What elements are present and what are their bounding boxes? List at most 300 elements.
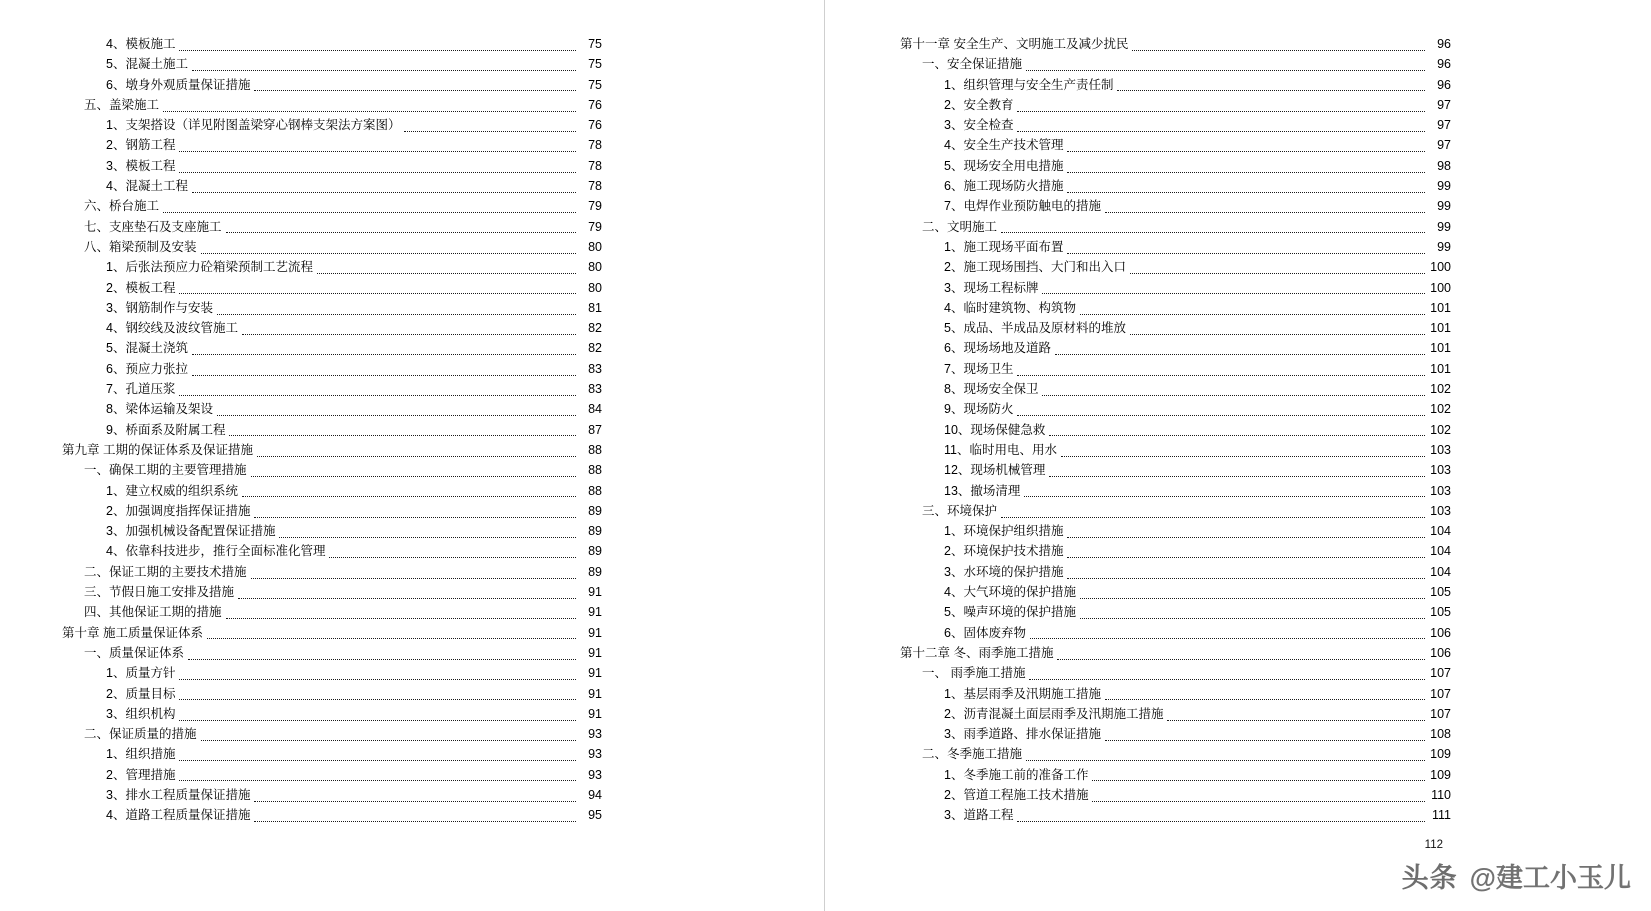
- toc-entry-page-number: 100: [1430, 260, 1451, 275]
- toc-leader-dots: [242, 495, 576, 497]
- toc-leader-dots: [254, 820, 576, 822]
- toc-entry-page-number: 97: [1437, 118, 1451, 133]
- toc-entry-page-number: 88: [588, 483, 602, 498]
- toc-entry-page-number: 80: [588, 239, 602, 254]
- toc-entry-label: 1、后张法预应力砼箱梁预制工艺流程: [106, 260, 313, 275]
- toc-entry-label: 1、建立权威的组织系统: [106, 483, 238, 498]
- toc-entry[interactable]: [900, 724, 1451, 744]
- toc-entry-label: 4、依靠科技进步，推行全面标准化管理: [106, 544, 326, 559]
- toc-entry-page-number: 98: [1437, 158, 1451, 173]
- toc-entry-label: 8、现场安全保卫: [944, 382, 1039, 397]
- toc-entry-label: 二、保证工期的主要技术措施: [84, 564, 247, 579]
- toc-entry-page-number: 76: [588, 118, 602, 133]
- toc-entry[interactable]: [62, 176, 602, 196]
- toc-entry-label: 3、安全检查: [944, 118, 1014, 133]
- toc-entry-page-number: 110: [1431, 787, 1451, 802]
- toc-entry-page-number: 101: [1430, 341, 1451, 356]
- toc-leader-dots: [226, 231, 576, 233]
- toc-leader-dots: [192, 191, 576, 193]
- toc-entry[interactable]: [62, 420, 602, 440]
- toc-entry-page-number: 102: [1430, 382, 1451, 397]
- toc-entry[interactable]: [900, 582, 1451, 602]
- toc-entry-page-number: 109: [1430, 747, 1451, 762]
- toc-entry-label: 4、临时建筑物、构筑物: [944, 300, 1076, 315]
- toc-leader-dots: [1105, 739, 1425, 741]
- toc-leader-dots: [254, 516, 576, 518]
- toc-entry[interactable]: [62, 623, 602, 643]
- toc-entry[interactable]: [900, 318, 1451, 338]
- toc-entry-label: 2、加强调度指挥保证措施: [106, 503, 251, 518]
- toc-leader-dots: [1067, 150, 1425, 152]
- toc-entry[interactable]: [900, 460, 1451, 480]
- toc-entry-label: 八、箱梁预制及安装: [84, 239, 197, 254]
- toc-entry-label: 4、钢绞线及波纹管施工: [106, 321, 238, 336]
- toc-entry-label: 1、施工现场平面布置: [944, 239, 1064, 254]
- toc-entry-page-number: 103: [1430, 463, 1451, 478]
- toc-leader-dots: [179, 779, 576, 781]
- toc-entry[interactable]: [62, 257, 602, 277]
- toc-entry[interactable]: [900, 602, 1451, 622]
- toc-entry[interactable]: [900, 541, 1451, 561]
- toc-entry-page-number: 83: [588, 382, 602, 397]
- toc-entry[interactable]: [900, 75, 1451, 95]
- toc-entry-label: 1、环境保护组织措施: [944, 524, 1064, 539]
- toc-entry[interactable]: [900, 663, 1451, 683]
- toc-entry[interactable]: [62, 338, 602, 358]
- toc-leader-dots: [1061, 455, 1425, 457]
- toc-entry-label: 7、电焊作业预防触电的措施: [944, 199, 1101, 214]
- toc-entry[interactable]: [62, 684, 602, 704]
- toc-entry[interactable]: [62, 196, 602, 216]
- toc-entry-label: 3、组织机构: [106, 706, 176, 721]
- toc-leader-dots: [192, 69, 576, 71]
- toc-entry[interactable]: [900, 684, 1451, 704]
- toc-entry-label: 9、现场防火: [944, 402, 1014, 417]
- toc-leader-dots: [1042, 292, 1425, 294]
- toc-entry-label: 2、管理措施: [106, 767, 176, 782]
- toc-leader-dots: [251, 475, 576, 477]
- toc-entry-page-number: 76: [588, 97, 602, 112]
- toc-leader-dots: [1067, 252, 1425, 254]
- toc-entry[interactable]: [62, 440, 602, 460]
- toc-entry-page-number: 104: [1430, 544, 1451, 559]
- toc-entry[interactable]: [62, 115, 602, 135]
- toc-leader-dots: [254, 89, 576, 91]
- toc-entry[interactable]: [900, 115, 1451, 135]
- toc-entry-label: 3、模板工程: [106, 158, 176, 173]
- toc-entry-page-number: 99: [1437, 219, 1451, 234]
- toc-entry-page-number: 111: [1431, 808, 1451, 823]
- toc-leader-dots: [329, 556, 576, 558]
- toc-entry-page-number: 79: [588, 219, 602, 234]
- toc-entry-label: 1、冬季施工前的准备工作: [944, 767, 1089, 782]
- watermark: [1402, 856, 1631, 895]
- toc-leader-dots: [1049, 434, 1425, 436]
- toc-entry-page-number: 101: [1430, 361, 1451, 376]
- toc-entry-page-number: 91: [588, 625, 602, 640]
- toc-entry-label: 3、加强机械设备配置保证措施: [106, 524, 276, 539]
- toc-entry-label: 第十一章 安全生产、文明施工及减少扰民: [900, 37, 1129, 51]
- toc-entry-label: 一、确保工期的主要管理措施: [84, 463, 247, 478]
- toc-entry-page-number: 103: [1430, 442, 1451, 457]
- toc-entry-page-number: 100: [1430, 280, 1451, 295]
- toc-entry-label: 1、支架搭设（详见附图盖梁穿心钢棒支架法方案图）: [106, 118, 401, 133]
- toc-leader-dots: [1001, 231, 1425, 233]
- toc-leader-dots: [254, 800, 576, 802]
- toc-entry-page-number: 108: [1430, 727, 1451, 742]
- toc-entry-page-number: 91: [588, 706, 602, 721]
- toc-entry-label: 第九章 工期的保证体系及保证措施: [62, 442, 253, 457]
- toc-entry-page-number: 93: [588, 767, 602, 782]
- toc-entry-label: 2、环境保护技术措施: [944, 544, 1064, 559]
- toc-leader-dots: [163, 110, 576, 112]
- toc-entry[interactable]: [62, 704, 602, 724]
- toc-entry[interactable]: [900, 623, 1451, 643]
- toc-entry-page-number: 91: [588, 585, 602, 600]
- toc-leader-dots: [1030, 637, 1425, 639]
- toc-entry-page-number: 75: [588, 37, 602, 51]
- toc-leader-dots: [1026, 759, 1425, 761]
- toc-entry-page-number: 99: [1437, 199, 1451, 214]
- toc-leader-dots: [1105, 698, 1425, 700]
- toc-entry[interactable]: [62, 785, 602, 805]
- toc-entry-page-number: 102: [1430, 422, 1451, 437]
- toc-entry[interactable]: [62, 501, 602, 521]
- toc-entry[interactable]: [900, 278, 1451, 298]
- toc-entry[interactable]: [900, 420, 1451, 440]
- toc-entry-label: 5、噪声环境的保护措施: [944, 605, 1076, 620]
- toc-leader-dots: [1057, 658, 1425, 660]
- toc-entry-page-number: 82: [588, 341, 602, 356]
- toc-entry[interactable]: [62, 744, 602, 764]
- toc-entry-label: 3、道路工程: [944, 808, 1014, 823]
- toc-leader-dots: [1017, 414, 1425, 416]
- toc-leader-dots: [1055, 353, 1425, 355]
- toc-leader-dots: [1017, 374, 1425, 376]
- toc-column-right: [824, 0, 1651, 911]
- toc-entry-page-number: 91: [588, 645, 602, 660]
- toc-entry-page-number: 79: [588, 199, 602, 214]
- toc-entry-page-number: 101: [1430, 300, 1451, 315]
- toc-entry-label: 5、混凝土施工: [106, 57, 188, 72]
- toc-entry[interactable]: [900, 217, 1451, 237]
- toc-entry-page-number: 97: [1437, 138, 1451, 153]
- toc-entry-page-number: 93: [588, 747, 602, 762]
- toc-entry[interactable]: [900, 643, 1451, 663]
- toc-leader-dots: [1026, 69, 1425, 71]
- toc-entry[interactable]: [900, 744, 1451, 764]
- toc-entry[interactable]: [62, 318, 602, 338]
- toc-entry-page-number: 91: [588, 605, 602, 620]
- toc-entry[interactable]: [900, 359, 1451, 379]
- toc-entry-page-number: 78: [588, 158, 602, 173]
- toc-entry-label: 5、现场安全用电措施: [944, 158, 1064, 173]
- toc-entry-page-number: 82: [588, 321, 602, 336]
- toc-entry[interactable]: [62, 562, 602, 582]
- toc-entry-page-number: 80: [588, 280, 602, 295]
- toc-entry[interactable]: [900, 805, 1451, 825]
- toc-entry[interactable]: [900, 34, 1451, 54]
- toc-entry-label: 3、雨季道路、排水保证措施: [944, 727, 1101, 742]
- toc-entry-label: 6、现场场地及道路: [944, 341, 1051, 356]
- toc-leader-dots: [1067, 536, 1425, 538]
- toc-entry-page-number: 104: [1430, 524, 1451, 539]
- toc-leader-dots: [179, 759, 576, 761]
- toc-entry[interactable]: [62, 75, 602, 95]
- toc-leader-dots: [1024, 495, 1425, 497]
- toc-entry[interactable]: [900, 379, 1451, 399]
- toc-entry[interactable]: [900, 399, 1451, 419]
- toc-entry[interactable]: [62, 460, 602, 480]
- toc-leader-dots: [1001, 516, 1425, 518]
- toc-entry[interactable]: [900, 501, 1451, 521]
- toc-leader-dots: [192, 374, 576, 376]
- toc-leader-dots: [217, 313, 576, 315]
- toc-entry-label: 2、沥青混凝土面层雨季及汛期施工措施: [944, 706, 1164, 721]
- toc-entry-page-number: 96: [1437, 77, 1451, 92]
- toc-entry-page-number: 78: [588, 179, 602, 194]
- toc-leader-dots: [179, 698, 576, 700]
- toc-entry-label: 7、现场卫生: [944, 361, 1014, 376]
- toc-entry-page-number: 102: [1430, 402, 1451, 417]
- toc-entry-label: 9、桥面系及附属工程: [106, 422, 226, 437]
- toc-entry-page-number: 81: [588, 300, 602, 315]
- toc-entry-page-number: 103: [1430, 503, 1451, 518]
- toc-entry[interactable]: [62, 541, 602, 561]
- toc-entry-page-number: 99: [1437, 239, 1451, 254]
- toc-entry-label: 三、节假日施工安排及措施: [84, 585, 235, 600]
- toc-entry[interactable]: [62, 379, 602, 399]
- toc-leader-dots: [217, 414, 576, 416]
- toc-entry-page-number: 103: [1430, 483, 1451, 498]
- toc-entry-label: 4、混凝土工程: [106, 179, 188, 194]
- toc-entry-label: 12、现场机械管理: [944, 463, 1046, 478]
- toc-leader-dots: [201, 739, 576, 741]
- toc-leader-dots: [404, 130, 576, 132]
- toc-entry-page-number: 105: [1430, 585, 1451, 600]
- toc-entry[interactable]: [62, 724, 602, 744]
- toc-entry[interactable]: [62, 582, 602, 602]
- toc-entry-page-number: 95: [588, 808, 602, 823]
- toc-entry-label: 7、孔道压浆: [106, 382, 176, 397]
- toc-entry-page-number: 104: [1430, 564, 1451, 579]
- toc-column-left: [0, 0, 824, 911]
- toc-entry-label: 2、模板工程: [106, 280, 176, 295]
- toc-entry-label: 第十章 施工质量保证体系: [62, 625, 203, 640]
- toc-entry-page-number: 96: [1437, 57, 1451, 72]
- toc-entry-label: 3、钢筋制作与安装: [106, 300, 213, 315]
- toc-entry-label: 2、管道工程施工技术措施: [944, 787, 1089, 802]
- toc-entry-label: 一、 雨季施工措施: [922, 666, 1026, 681]
- toc-entry-page-number: 80: [588, 260, 602, 275]
- toc-entry-label: 三、环境保护: [922, 503, 998, 518]
- toc-entry[interactable]: [900, 765, 1451, 785]
- toc-leader-dots: [1042, 394, 1425, 396]
- toc-entry-label: 2、施工现场围挡、大门和出入口: [944, 260, 1126, 275]
- toc-leader-dots: [163, 211, 576, 213]
- toc-entry-page-number: 89: [588, 544, 602, 559]
- toc-entry-label: 6、墩身外观质量保证措施: [106, 77, 251, 92]
- toc-entry[interactable]: [62, 765, 602, 785]
- toc-leader-dots: [1105, 211, 1425, 213]
- toc-leader-dots: [1017, 110, 1425, 112]
- toc-entry[interactable]: [62, 643, 602, 663]
- toc-leader-dots: [1130, 333, 1425, 335]
- toc-entry[interactable]: [900, 196, 1451, 216]
- toc-entry[interactable]: [900, 338, 1451, 358]
- toc-entry-page-number: 107: [1430, 706, 1451, 721]
- toc-entry-label: 13、撤场清理: [944, 483, 1021, 498]
- toc-entry-label: 3、水环境的保护措施: [944, 564, 1064, 579]
- toc-leader-dots: [188, 658, 576, 660]
- toc-entry-label: 6、施工现场防火措施: [944, 179, 1064, 194]
- toc-entry-page-number: 84: [588, 402, 602, 417]
- toc-entry[interactable]: [62, 805, 602, 825]
- toc-entry-label: 1、组织管理与安全生产责任制: [944, 77, 1114, 92]
- toc-list-right: [900, 34, 1451, 826]
- toc-leader-dots: [1130, 272, 1425, 274]
- toc-leader-dots: [1092, 779, 1425, 781]
- toc-leader-dots: [179, 394, 576, 396]
- toc-entry-label: 二、文明施工: [922, 219, 998, 234]
- toc-entry[interactable]: [900, 481, 1451, 501]
- toc-entry-label: 五、盖梁施工: [84, 97, 160, 112]
- toc-leader-dots: [179, 49, 576, 51]
- toc-entry-label: 4、安全生产技术管理: [944, 138, 1064, 153]
- toc-entry[interactable]: [62, 521, 602, 541]
- toc-leader-dots: [1067, 171, 1425, 173]
- watermark-logo: 头条: [1401, 863, 1458, 893]
- toc-entry[interactable]: [900, 298, 1451, 318]
- toc-entry-page-number: 107: [1430, 686, 1451, 701]
- toc-entry-label: 四、其他保证工期的措施: [84, 605, 222, 620]
- toc-entry[interactable]: [62, 135, 602, 155]
- toc-entry[interactable]: [900, 521, 1451, 541]
- toc-leader-dots: [207, 637, 576, 639]
- toc-leader-dots: [1080, 617, 1425, 619]
- toc-entry-label: 一、质量保证体系: [84, 645, 185, 660]
- toc-entry-label: 8、梁体运输及架设: [106, 402, 213, 417]
- toc-entry[interactable]: [62, 298, 602, 318]
- toc-leader-dots: [1067, 577, 1425, 579]
- toc-entry-page-number: 96: [1437, 37, 1451, 51]
- toc-entry-page-number: 75: [588, 77, 602, 92]
- toc-entry[interactable]: [900, 440, 1451, 460]
- toc-leader-dots: [179, 171, 576, 173]
- toc-entry-page-number: 94: [588, 787, 602, 802]
- toc-entry-page-number: 88: [588, 463, 602, 478]
- toc-entry-page-number: 89: [588, 503, 602, 518]
- toc-entry-page-number: 75: [588, 57, 602, 72]
- toc-entry-label: 11、临时用电、用水: [944, 442, 1057, 457]
- toc-leader-dots: [1092, 800, 1425, 802]
- toc-leader-dots: [279, 536, 576, 538]
- toc-leader-dots: [1017, 820, 1425, 822]
- toc-entry-label: 2、质量目标: [106, 686, 176, 701]
- toc-entry-label: 七、支座垫石及支座施工: [84, 219, 222, 234]
- toc-entry[interactable]: [900, 237, 1451, 257]
- toc-entry[interactable]: [62, 359, 602, 379]
- toc-entry-label: 一、安全保证措施: [922, 57, 1023, 72]
- toc-entry-label: 第十二章 冬、雨季施工措施: [900, 645, 1054, 660]
- toc-entry-label: 六、桥台施工: [84, 199, 160, 214]
- toc-entry-page-number: 93: [588, 727, 602, 742]
- toc-entry[interactable]: [900, 704, 1451, 724]
- toc-entry[interactable]: [62, 54, 602, 74]
- toc-entry-label: 3、排水工程质量保证措施: [106, 787, 251, 802]
- toc-entry-label: 二、冬季施工措施: [922, 747, 1023, 762]
- toc-leader-dots: [1067, 191, 1425, 193]
- toc-leader-dots: [1117, 89, 1425, 91]
- toc-entry-page-number: 105: [1430, 605, 1451, 620]
- toc-entry[interactable]: [900, 135, 1451, 155]
- toc-entry[interactable]: [62, 481, 602, 501]
- page-number: 112: [1424, 839, 1443, 851]
- toc-entry[interactable]: [900, 95, 1451, 115]
- toc-leader-dots: [242, 333, 576, 335]
- toc-entry-page-number: 101: [1430, 321, 1451, 336]
- toc-entry-page-number: 107: [1430, 666, 1451, 681]
- toc-entry[interactable]: [62, 156, 602, 176]
- toc-entry[interactable]: [62, 602, 602, 622]
- toc-entry-page-number: 91: [588, 666, 602, 681]
- toc-entry[interactable]: [62, 237, 602, 257]
- toc-entry[interactable]: [900, 257, 1451, 277]
- toc-list-left: [62, 34, 602, 826]
- toc-entry-label: 4、道路工程质量保证措施: [106, 808, 251, 823]
- toc-leader-dots: [251, 577, 576, 579]
- toc-leader-dots: [179, 292, 576, 294]
- toc-entry-page-number: 99: [1437, 179, 1451, 194]
- toc-entry-label: 5、混凝土浇筑: [106, 341, 188, 356]
- toc-leader-dots: [179, 150, 576, 152]
- toc-entry[interactable]: [62, 399, 602, 419]
- toc-leader-dots: [317, 272, 576, 274]
- toc-entry-label: 3、现场工程标牌: [944, 280, 1039, 295]
- toc-entry[interactable]: [900, 156, 1451, 176]
- toc-entry-page-number: 87: [588, 422, 602, 437]
- toc-entry[interactable]: [900, 54, 1451, 74]
- toc-entry[interactable]: [62, 278, 602, 298]
- toc-leader-dots: [179, 678, 576, 680]
- toc-entry[interactable]: [900, 562, 1451, 582]
- toc-entry-label: 6、预应力张拉: [106, 361, 188, 376]
- toc-entry-label: 2、钢筋工程: [106, 138, 176, 153]
- toc-entry[interactable]: [900, 176, 1451, 196]
- toc-leader-dots: [1167, 719, 1425, 721]
- toc-entry[interactable]: [900, 785, 1451, 805]
- toc-leader-dots: [226, 617, 576, 619]
- toc-leader-dots: [1080, 597, 1425, 599]
- toc-entry[interactable]: [62, 217, 602, 237]
- toc-entry-page-number: 89: [588, 524, 602, 539]
- toc-entry-page-number: 91: [588, 686, 602, 701]
- toc-entry-page-number: 106: [1430, 645, 1451, 660]
- toc-entry-page-number: 106: [1430, 625, 1451, 640]
- toc-leader-dots: [179, 719, 576, 721]
- toc-leader-dots: [1017, 130, 1425, 132]
- toc-entry[interactable]: [62, 34, 602, 54]
- toc-leader-dots: [238, 597, 576, 599]
- toc-entry-label: 4、模板施工: [106, 37, 176, 51]
- toc-entry-label: 2、安全教育: [944, 97, 1014, 112]
- toc-entry[interactable]: [62, 95, 602, 115]
- toc-entry-page-number: 78: [588, 138, 602, 153]
- toc-entry[interactable]: [62, 663, 602, 683]
- toc-entry-label: 1、基层雨季及汛期施工措施: [944, 686, 1101, 701]
- toc-leader-dots: [1029, 678, 1425, 680]
- toc-leader-dots: [201, 252, 576, 254]
